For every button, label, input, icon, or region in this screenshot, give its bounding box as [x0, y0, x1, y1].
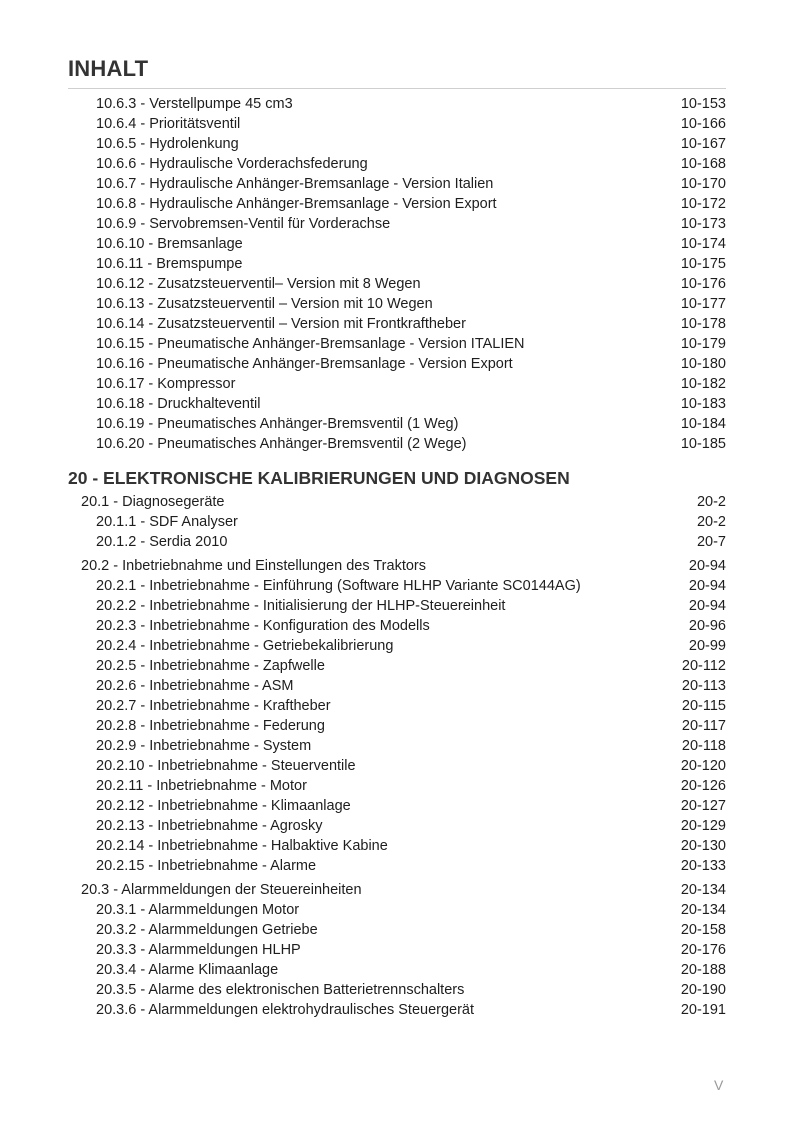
toc-entry-label: 10.6.12 - Zusatzsteuerventil– Version mit 8 Wegen [96, 276, 421, 292]
toc-entry-label: 20.2.6 - Inbetriebnahme - ASM [96, 678, 294, 694]
toc-entry-page: 20-191 [680, 1002, 726, 1018]
toc-entry-page: 10-177 [680, 296, 726, 312]
toc-entry[interactable] [96, 656, 726, 676]
toc-entry-label: 20.2.15 - Inbetriebnahme - Alarme [96, 858, 317, 874]
toc-entry-page: 20-2 [696, 514, 726, 530]
toc-entry-page: 10-168 [680, 156, 726, 172]
toc-entry[interactable] [96, 980, 726, 1000]
toc-entry[interactable] [96, 174, 726, 194]
toc-entry[interactable] [96, 920, 726, 940]
toc-entry-page: 20-113 [681, 678, 726, 694]
toc-entry-page: 10-176 [680, 276, 726, 292]
toc-entry[interactable] [96, 134, 726, 154]
toc-entry[interactable] [96, 960, 726, 980]
page-number: V [714, 1077, 724, 1093]
toc-entry-label: 10.6.3 - Verstellpumpe 45 cm3 [96, 96, 293, 112]
toc-entry[interactable] [96, 736, 726, 756]
toc-entry-page: 10-175 [680, 256, 726, 272]
toc-entry[interactable] [96, 414, 726, 434]
toc-entry-page: 20-127 [680, 798, 726, 814]
toc-entry-page: 20-2 [696, 494, 726, 510]
toc-entry[interactable] [96, 294, 726, 314]
toc-entry-label: 20.3.5 - Alarme des elektronischen Batterietrennschalters [96, 982, 465, 998]
toc-entry[interactable] [96, 716, 726, 736]
toc-entry-label: 10.6.6 - Hydraulische Vorderachsfederung [96, 156, 368, 172]
toc-entry[interactable] [96, 816, 726, 836]
toc-entry-label: 20.2.11 - Inbetriebnahme - Motor [96, 778, 307, 794]
chapter-heading[interactable]: 20 - ELEKTRONISCHE KALIBRIERUNGEN UND DIAGNOSEN [68, 468, 570, 488]
toc-entry[interactable] [96, 836, 726, 856]
toc-entry-page: 10-166 [680, 116, 726, 132]
toc-entry[interactable] [96, 512, 726, 532]
toc-entry[interactable] [96, 756, 726, 776]
toc-entry-page: 20-158 [680, 922, 726, 938]
toc-entry-label: 20.2.9 - Inbetriebnahme - System [96, 738, 312, 754]
toc-entry-page: 20-134 [680, 882, 726, 898]
toc-entry[interactable] [96, 214, 726, 234]
toc-entry-page: 20-134 [680, 902, 726, 918]
toc-entry[interactable] [96, 314, 726, 334]
toc-entry-page: 20-112 [681, 658, 726, 674]
toc-entry-label: 20.2.7 - Inbetriebnahme - Kraftheber [96, 698, 331, 714]
toc-entry[interactable] [96, 696, 726, 716]
toc-entry-page: 10-183 [680, 396, 726, 412]
toc-entry[interactable] [96, 900, 726, 920]
toc-entry[interactable] [96, 114, 726, 134]
toc-entry-label: 10.6.11 - Bremspumpe [96, 256, 243, 272]
toc-entry-label: 20.2 - Inbetriebnahme und Einstellungen des Traktors [81, 558, 426, 574]
toc-entry[interactable] [96, 776, 726, 796]
toc-entry[interactable] [96, 434, 726, 454]
toc-entry-page: 20-133 [680, 858, 726, 874]
toc-entry-label: 20.2.2 - Inbetriebnahme - Initialisierung der HLHP-Steuereinheit [96, 598, 506, 614]
toc-entry[interactable] [96, 274, 726, 294]
toc-entry-label: 20.3.1 - Alarmmeldungen Motor [96, 902, 300, 918]
toc-entry-label: 10.6.14 - Zusatzsteuerventil – Version mit Frontkraftheber [96, 316, 466, 332]
toc-entry-label: 20.3 - Alarmmeldungen der Steuereinheiten [81, 882, 362, 898]
toc-section[interactable] [81, 880, 726, 900]
toc-entry-label: 10.6.18 - Druckhalteventil [96, 396, 261, 412]
toc-entry-label: 20.2.12 - Inbetriebnahme - Klimaanlage [96, 798, 351, 814]
toc-entry-label: 20.1.1 - SDF Analyser [96, 514, 238, 530]
toc-entry-page: 10-170 [680, 176, 726, 192]
toc-entry-label: 20.2.8 - Inbetriebnahme - Federung [96, 718, 325, 734]
toc-entry-page: 20-190 [680, 982, 726, 998]
toc-entry-page: 20-176 [680, 942, 726, 958]
toc-entry-page: 10-179 [680, 336, 726, 352]
toc-entry[interactable] [96, 596, 726, 616]
toc-entry[interactable] [96, 354, 726, 374]
toc-section[interactable] [81, 556, 726, 576]
toc-entry[interactable] [96, 334, 726, 354]
toc-entry-page: 10-178 [680, 316, 726, 332]
toc-entry-page: 20-94 [688, 598, 726, 614]
toc-entry-label: 10.6.7 - Hydraulische Anhänger-Bremsanlage - Version Italien [96, 176, 494, 192]
toc-entry-label: 20.1 - Diagnosegeräte [81, 494, 225, 510]
toc-entry[interactable] [96, 940, 726, 960]
toc-entry-page: 10-180 [680, 356, 726, 372]
toc-entry-page: 20-94 [688, 558, 726, 574]
toc-entry-page: 10-153 [680, 96, 726, 112]
toc-entry[interactable] [96, 676, 726, 696]
toc-entry[interactable] [96, 254, 726, 274]
toc-entry-label: 10.6.8 - Hydraulische Anhänger-Bremsanlage - Version Export [96, 196, 497, 212]
toc-entry-label: 20.2.1 - Inbetriebnahme - Einführung (Software HLHP Variante SC0144AG) [96, 578, 581, 594]
toc-entry[interactable] [96, 1000, 726, 1020]
page-title: INHALT [68, 56, 149, 81]
toc-entry[interactable] [96, 374, 726, 394]
toc-entry-label: 10.6.10 - Bremsanlage [96, 236, 243, 252]
toc-entry[interactable] [96, 616, 726, 636]
toc-entry-page: 20-94 [688, 578, 726, 594]
toc-entry[interactable] [96, 394, 726, 414]
toc-entry-label: 20.2.10 - Inbetriebnahme - Steuerventile [96, 758, 356, 774]
toc-entry-label: 20.2.13 - Inbetriebnahme - Agrosky [96, 818, 323, 834]
toc-entry-page: 10-185 [680, 436, 726, 452]
toc-entry-label: 20.2.5 - Inbetriebnahme - Zapfwelle [96, 658, 325, 674]
toc-entry-page: 20-117 [681, 718, 726, 734]
toc-entry[interactable] [96, 636, 726, 656]
toc-entry[interactable] [96, 94, 726, 114]
toc-entry-label: 20.3.3 - Alarmmeldungen HLHP [96, 942, 301, 958]
toc-entry-page: 20-99 [688, 638, 726, 654]
header-divider [68, 88, 726, 89]
toc-entry-label: 20.3.4 - Alarme Klimaanlage [96, 962, 279, 978]
toc-entry-label: 20.3.6 - Alarmmeldungen elektrohydraulisches Steuergerät [96, 1002, 475, 1018]
toc-entry[interactable] [96, 576, 726, 596]
toc-entry-page: 20-120 [680, 758, 726, 774]
toc-entry-label: 20.3.2 - Alarmmeldungen Getriebe [96, 922, 318, 938]
toc-section[interactable] [81, 492, 726, 512]
toc-entry-label: 10.6.17 - Kompressor [96, 376, 236, 392]
toc-entry-label: 20.2.3 - Inbetriebnahme - Konfiguration des Modells [96, 618, 430, 634]
toc-entry[interactable] [96, 796, 726, 816]
toc-entry-label: 10.6.5 - Hydrolenkung [96, 136, 239, 152]
toc-entry-page: 20-188 [680, 962, 726, 978]
toc-entry-label: 10.6.20 - Pneumatisches Anhänger-Bremsventil (2 Wege) [96, 436, 467, 452]
toc-entry-page: 20-126 [680, 778, 726, 794]
toc-entry-label: 10.6.13 - Zusatzsteuerventil – Version mit 10 Wegen [96, 296, 433, 312]
toc-entry-label: 10.6.9 - Servobremsen-Ventil für Vorderachse [96, 216, 391, 232]
toc-entry-label: 10.6.15 - Pneumatische Anhänger-Bremsanlage - Version ITALIEN [96, 336, 525, 352]
toc-entry[interactable] [96, 856, 726, 876]
toc-entry[interactable] [96, 234, 726, 254]
toc-entry-page: 10-167 [680, 136, 726, 152]
toc-entry-page: 10-173 [680, 216, 726, 232]
toc-entry-label: 20.2.4 - Inbetriebnahme - Getriebekalibrierung [96, 638, 394, 654]
toc-entry-page: 10-174 [680, 236, 726, 252]
toc-entry-page: 20-96 [688, 618, 726, 634]
toc-entry-page: 10-184 [680, 416, 726, 432]
toc-entry-label: 10.6.16 - Pneumatische Anhänger-Bremsanlage - Version Export [96, 356, 513, 372]
toc-entry-page: 20-7 [696, 534, 726, 550]
toc-entry[interactable] [96, 532, 726, 552]
toc-entry[interactable] [96, 154, 726, 174]
toc-entry-label: 20.1.2 - Serdia 2010 [96, 534, 228, 550]
toc-entry-page: 10-172 [680, 196, 726, 212]
toc-entry-label: 10.6.19 - Pneumatisches Anhänger-Bremsventil (1 Weg) [96, 416, 459, 432]
toc-entry-page: 20-115 [681, 698, 726, 714]
toc-entry-page: 20-118 [681, 738, 726, 754]
toc-entry-label: 10.6.4 - Prioritätsventil [96, 116, 241, 132]
toc-entry-page: 10-182 [680, 376, 726, 392]
toc-entry-label: 20.2.14 - Inbetriebnahme - Halbaktive Kabine [96, 838, 388, 854]
toc-entry-page: 20-130 [680, 838, 726, 854]
toc-entry-page: 20-129 [680, 818, 726, 834]
toc-entry[interactable] [96, 194, 726, 214]
